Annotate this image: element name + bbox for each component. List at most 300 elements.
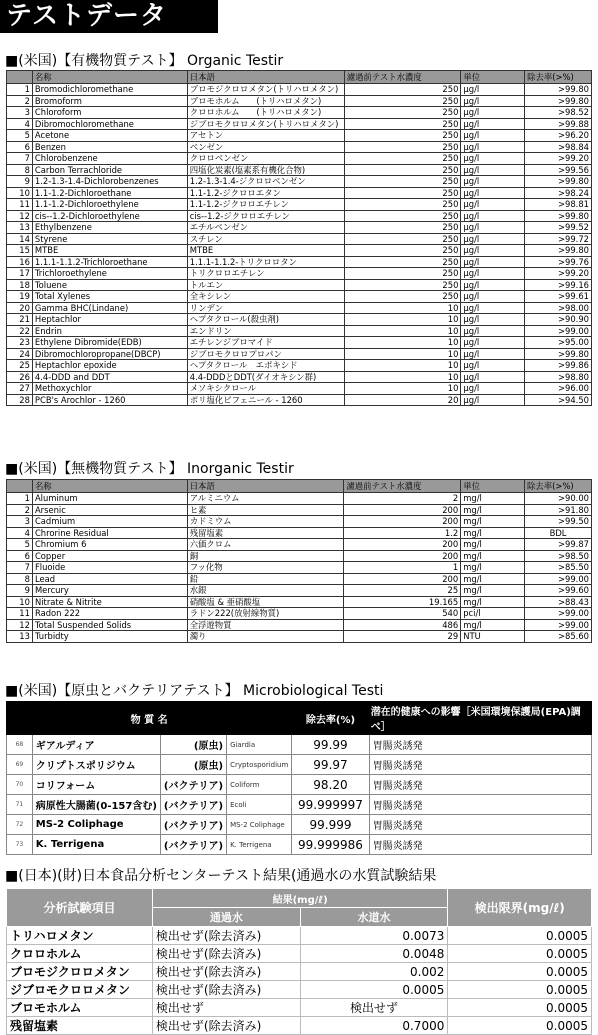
cell-name: Ethylbenzene (32, 222, 187, 234)
cell-removal-rate: >99.52 (525, 222, 592, 234)
cell-name: Carbon Terrachloride (32, 164, 187, 176)
cell-japanese: トルエン (187, 279, 344, 291)
table-row (7, 268, 592, 280)
cell-index: 17 (7, 268, 33, 280)
cell-concentration: 1 (344, 562, 461, 574)
cell-japanese: 鉛 (187, 573, 344, 585)
cell-index: 68 (7, 735, 33, 755)
table-row (7, 314, 592, 326)
cell-category: (バクテリア) (160, 775, 226, 795)
cell-concentration: 486 (344, 619, 461, 631)
cell-index: 14 (7, 233, 33, 245)
cell-removal-rate: >96.20 (525, 130, 592, 142)
cell-category: (バクテリア) (160, 795, 226, 815)
cell-scientific-name: MS-2 Coliphage (227, 815, 292, 835)
inorganic-header-row (7, 480, 592, 493)
table-row (7, 815, 592, 835)
cell-name: Ethylene Dibromide(EDB) (32, 337, 187, 349)
cell-japanese: クロロホルム (トリハロメタン) (187, 107, 344, 119)
cell-removal-rate: >91.80 (525, 504, 592, 516)
cell-category: (原虫) (160, 755, 226, 775)
cell-name: Chrorine Residual (32, 527, 187, 539)
table-row (7, 945, 592, 963)
cell-concentration: 20 (344, 394, 461, 406)
cell-name: Acetone (32, 130, 187, 142)
cell-concentration: 19.165 (344, 596, 461, 608)
cell-japanese: 1.1-1.2-ジクロロエチレン (187, 199, 344, 211)
cell-tap: 0.7000 (300, 1017, 448, 1035)
cell-unit: μg/l (461, 268, 525, 280)
cell-concentration: 1.2 (344, 527, 461, 539)
col-japanese: 日本語 (187, 71, 344, 84)
organic-table (6, 70, 592, 406)
cell-unit: μg/l (461, 337, 525, 349)
cell-japanese: エチルベンゼン (187, 222, 344, 234)
cell-item: ブロモホルム (7, 999, 153, 1017)
table-row (7, 325, 592, 337)
cell-removal-rate: 99.999986 (292, 835, 369, 855)
table-row (7, 596, 592, 608)
cell-index: 2 (7, 504, 33, 516)
cell-japanese: 1.1.1-1.1.2-トリクロロタン (187, 256, 344, 268)
cell-name: Chloroform (32, 107, 187, 119)
cell-index: 70 (7, 775, 33, 795)
cell-index: 3 (7, 516, 33, 528)
cell-index: 73 (7, 835, 33, 855)
cell-name: Heptachlor (32, 314, 187, 326)
table-row (7, 371, 592, 383)
cell-concentration: 10 (344, 371, 461, 383)
cell-name: Total Suspended Solids (32, 619, 187, 631)
cell-index: 72 (7, 815, 33, 835)
inorganic-section-title: ■(米国)【無機物質テスト】 Inorganic Testir (5, 461, 294, 477)
cell-unit: μg/l (461, 256, 525, 268)
cell-unit: μg/l (461, 130, 525, 142)
table-row (7, 550, 592, 562)
cell-unit: mg/l (461, 562, 525, 574)
cell-concentration: 250 (344, 153, 461, 165)
cell-japanese: カドミウム (187, 516, 344, 528)
cell-concentration: 25 (344, 585, 461, 597)
cell-concentration: 250 (344, 256, 461, 268)
cell-removal-rate: >99.80 (525, 210, 592, 222)
table-row (7, 130, 592, 142)
cell-name: Fluoide (32, 562, 187, 574)
cell-removal-rate: BDL (525, 527, 592, 539)
cell-name: Copper (32, 550, 187, 562)
col-removal-rate: 除去率(>%) (525, 71, 592, 84)
cell-name: Chlorobenzene (32, 153, 187, 165)
cell-index: 5 (7, 130, 33, 142)
cell-unit: μg/l (461, 187, 525, 199)
cell-item: クロロホルム (7, 945, 153, 963)
cell-removal-rate: >99.80 (525, 95, 592, 107)
cell-limit: 0.0005 (448, 927, 592, 945)
cell-unit: μg/l (461, 107, 525, 119)
cell-removal-rate: >90.00 (525, 493, 592, 505)
cell-name: クリプトスポリジウム (32, 755, 160, 775)
table-row (7, 631, 592, 643)
cell-name: Mercury (32, 585, 187, 597)
cell-name: Styrene (32, 233, 187, 245)
cell-name: PCB's Arochlor - 1260 (32, 394, 187, 406)
cell-japanese: ヒ素 (187, 504, 344, 516)
col-index (7, 71, 33, 84)
table-row (7, 981, 592, 999)
cell-japanese: ポリ塩化ビフェニール - 1260 (187, 394, 344, 406)
cell-removal-rate: >99.00 (525, 608, 592, 620)
cell-name: 1.1-1.2-Dichloroethylene (32, 199, 187, 211)
cell-name: Turbidty (32, 631, 187, 643)
cell-scientific-name: K. Terrigena (227, 835, 292, 855)
cell-unit: mg/l (461, 550, 525, 562)
cell-japanese: 全浮遊物質 (187, 619, 344, 631)
cell-index: 16 (7, 256, 33, 268)
cell-name: Cadmium (32, 516, 187, 528)
cell-concentration: 250 (344, 268, 461, 280)
cell-concentration: 10 (344, 337, 461, 349)
cell-japanese: 全キシレン (187, 291, 344, 303)
cell-japanese: アセトン (187, 130, 344, 142)
cell-japanese: クロロベンゼン (187, 153, 344, 165)
cell-unit: μg/l (461, 279, 525, 291)
cell-unit: μg/l (461, 348, 525, 360)
cell-concentration: 250 (344, 164, 461, 176)
table-row (7, 337, 592, 349)
cell-name: Benzen (32, 141, 187, 153)
inorganic-table (6, 479, 592, 643)
cell-japanese: 4.4-DDDとDDT(ダイオキシン群) (187, 371, 344, 383)
table-row (7, 141, 592, 153)
cell-index: 20 (7, 302, 33, 314)
japan-col-result: 結果(mg/ℓ) (152, 889, 447, 908)
cell-concentration: 29 (344, 631, 461, 643)
cell-japanese: リンデン (187, 302, 344, 314)
cell-unit: μg/l (461, 199, 525, 211)
table-row (7, 516, 592, 528)
cell-filtered: 検出せず(除去済み) (152, 945, 300, 963)
cell-health-effect: 胃腸炎誘発 (369, 755, 591, 775)
cell-unit: μg/l (461, 118, 525, 130)
cell-removal-rate: >94.50 (525, 394, 592, 406)
cell-index: 8 (7, 164, 33, 176)
cell-name: Dibromochloropropane(DBCP) (32, 348, 187, 360)
table-row (7, 256, 592, 268)
cell-japanese: 四塩化炭素(塩素系有機化合物) (187, 164, 344, 176)
cell-unit: μg/l (461, 314, 525, 326)
cell-name: 4.4-DDD and DDT (32, 371, 187, 383)
table-row (7, 619, 592, 631)
cell-unit: μg/l (461, 210, 525, 222)
japan-col-tap: 水道水 (300, 908, 448, 927)
page-banner: テストデータ (0, 0, 218, 33)
cell-japanese: スチレン (187, 233, 344, 245)
cell-removal-rate: >98.81 (525, 199, 592, 211)
cell-unit: μg/l (461, 371, 525, 383)
cell-name: 1.1-1.2-Dichloroethane (32, 187, 187, 199)
cell-concentration: 250 (344, 210, 461, 222)
cell-concentration: 250 (344, 84, 461, 96)
cell-japanese: ヘプタクロール(殺虫剤) (187, 314, 344, 326)
cell-unit: μg/l (461, 302, 525, 314)
micro-table (6, 701, 592, 855)
cell-scientific-name: Cryptosporidium (227, 755, 292, 775)
cell-index: 7 (7, 562, 33, 574)
table-row (7, 573, 592, 585)
cell-index: 12 (7, 619, 33, 631)
cell-concentration: 250 (344, 141, 461, 153)
cell-filtered: 検出せず(除去済み) (152, 927, 300, 945)
table-row (7, 585, 592, 597)
cell-japanese: エチレンジブロマイド (187, 337, 344, 349)
cell-index: 19 (7, 291, 33, 303)
cell-unit: mg/l (461, 504, 525, 516)
japan-section-title: ■(日本)(財)日本食品分析センターテスト結果(通過水の水質試験結果 (5, 868, 437, 884)
cell-limit: 0.0005 (448, 999, 592, 1017)
cell-index: 2 (7, 95, 33, 107)
cell-filtered: 検出せず(除去済み) (152, 1017, 300, 1035)
cell-limit: 0.0005 (448, 963, 592, 981)
col-unit: 単位 (461, 71, 525, 84)
cell-removal-rate: >99.00 (525, 573, 592, 585)
cell-health-effect: 胃腸炎誘発 (369, 835, 591, 855)
cell-concentration: 10 (344, 314, 461, 326)
cell-removal-rate: >95.00 (525, 337, 592, 349)
table-row (7, 835, 592, 855)
cell-unit: μg/l (461, 383, 525, 395)
cell-tap: 検出せず (300, 999, 448, 1017)
cell-index: 12 (7, 210, 33, 222)
cell-concentration: 250 (344, 176, 461, 188)
micro-col-substance: 物 質 名 (7, 702, 292, 735)
cell-removal-rate: 99.99 (292, 735, 369, 755)
cell-name: Heptachlor epoxide (32, 360, 187, 372)
cell-index: 28 (7, 394, 33, 406)
cell-name: Arsenic (32, 504, 187, 516)
cell-name: 病原性大腸菌(0-157含む) (32, 795, 160, 815)
japan-table (6, 888, 592, 1035)
cell-unit: mg/l (461, 619, 525, 631)
cell-index: 6 (7, 550, 33, 562)
cell-concentration: 250 (344, 245, 461, 257)
cell-removal-rate: >99.60 (525, 585, 592, 597)
cell-category: (バクテリア) (160, 815, 226, 835)
cell-unit: μg/l (461, 153, 525, 165)
cell-japanese: アルミニウム (187, 493, 344, 505)
cell-index: 11 (7, 608, 33, 620)
cell-index: 69 (7, 755, 33, 775)
cell-removal-rate: >99.61 (525, 291, 592, 303)
cell-removal-rate: >99.20 (525, 268, 592, 280)
cell-concentration: 200 (344, 573, 461, 585)
table-row (7, 199, 592, 211)
cell-removal-rate: >98.52 (525, 107, 592, 119)
cell-unit: μg/l (461, 95, 525, 107)
table-row (7, 222, 592, 234)
table-row (7, 1017, 592, 1035)
cell-unit: μg/l (461, 325, 525, 337)
cell-index: 11 (7, 199, 33, 211)
cell-name: コリフォーム (32, 775, 160, 795)
cell-tap: 0.0048 (300, 945, 448, 963)
cell-unit: mg/l (461, 596, 525, 608)
col-japanese: 日本語 (187, 480, 344, 493)
cell-concentration: 10 (344, 360, 461, 372)
table-row (7, 84, 592, 96)
cell-unit: μg/l (461, 245, 525, 257)
cell-name: Dibromochloromethane (32, 118, 187, 130)
table-row (7, 735, 592, 755)
table-row (7, 608, 592, 620)
cell-japanese: 1.1-1.2-ジクロロエタン (187, 187, 344, 199)
cell-limit: 0.0005 (448, 981, 592, 999)
cell-name: MS-2 Coliphage (32, 815, 160, 835)
cell-removal-rate: >99.86 (525, 360, 592, 372)
cell-removal-rate: >88.43 (525, 596, 592, 608)
cell-removal-rate: >99.16 (525, 279, 592, 291)
cell-scientific-name: Ecoli (227, 795, 292, 815)
cell-health-effect: 胃腸炎誘発 (369, 815, 591, 835)
cell-index: 7 (7, 153, 33, 165)
cell-concentration: 200 (344, 504, 461, 516)
cell-category: (原虫) (160, 735, 226, 755)
cell-removal-rate: >96.00 (525, 383, 592, 395)
cell-index: 1 (7, 493, 33, 505)
cell-unit: NTU (461, 631, 525, 643)
cell-concentration: 250 (344, 199, 461, 211)
cell-concentration: 2 (344, 493, 461, 505)
cell-removal-rate: >99.76 (525, 256, 592, 268)
table-row (7, 245, 592, 257)
cell-item: ジブロモクロロメタン (7, 981, 153, 999)
col-index (7, 480, 33, 493)
cell-item: ブロモジクロロメタン (7, 963, 153, 981)
cell-removal-rate: >98.84 (525, 141, 592, 153)
cell-unit: mg/l (461, 527, 525, 539)
cell-index: 4 (7, 118, 33, 130)
cell-japanese: 銅 (187, 550, 344, 562)
cell-concentration: 10 (344, 302, 461, 314)
cell-index: 21 (7, 314, 33, 326)
cell-removal-rate: >98.80 (525, 371, 592, 383)
cell-index: 5 (7, 539, 33, 551)
table-row (7, 348, 592, 360)
cell-removal-rate: >99.56 (525, 164, 592, 176)
cell-japanese: 残留塩素 (187, 527, 344, 539)
table-row (7, 360, 592, 372)
cell-japanese: 濁り (187, 631, 344, 643)
cell-unit: μg/l (461, 360, 525, 372)
cell-name: Toluene (32, 279, 187, 291)
cell-unit: mg/l (461, 516, 525, 528)
cell-name: Methoxychlor (32, 383, 187, 395)
cell-scientific-name: Giardia (227, 735, 292, 755)
cell-removal-rate: >99.00 (525, 619, 592, 631)
cell-japanese: ブロモジクロロメタン(トリハロメタン) (187, 84, 344, 96)
cell-name: ギアルディア (32, 735, 160, 755)
cell-concentration: 250 (344, 222, 461, 234)
cell-unit: μg/l (461, 164, 525, 176)
table-row (7, 504, 592, 516)
table-row (7, 291, 592, 303)
cell-unit: μg/l (461, 291, 525, 303)
japan-col-item: 分析試験項目 (7, 889, 153, 927)
cell-unit: μg/l (461, 84, 525, 96)
cell-unit: mg/l (461, 573, 525, 585)
cell-japanese: フッ化物 (187, 562, 344, 574)
cell-unit: μg/l (461, 394, 525, 406)
cell-index: 23 (7, 337, 33, 349)
cell-concentration: 200 (344, 539, 461, 551)
cell-filtered: 検出せず (152, 999, 300, 1017)
cell-concentration: 250 (344, 233, 461, 245)
cell-index: 24 (7, 348, 33, 360)
table-row (7, 107, 592, 119)
cell-index: 4 (7, 527, 33, 539)
cell-removal-rate: >99.00 (525, 325, 592, 337)
table-row (7, 176, 592, 188)
table-row (7, 775, 592, 795)
table-row (7, 527, 592, 539)
cell-index: 18 (7, 279, 33, 291)
cell-removal-rate: >99.87 (525, 539, 592, 551)
cell-japanese: ブロモホルム (トリハロメタン) (187, 95, 344, 107)
cell-name: Gamma BHC(Lindane) (32, 302, 187, 314)
table-row (7, 187, 592, 199)
cell-unit: mg/l (461, 539, 525, 551)
table-row (7, 118, 592, 130)
cell-unit: μg/l (461, 176, 525, 188)
cell-removal-rate: 98.20 (292, 775, 369, 795)
cell-index: 13 (7, 631, 33, 643)
cell-removal-rate: >99.80 (525, 245, 592, 257)
cell-name: K. Terrigena (32, 835, 160, 855)
cell-removal-rate: 99.999997 (292, 795, 369, 815)
cell-removal-rate: >98.24 (525, 187, 592, 199)
table-row (7, 539, 592, 551)
table-row (7, 210, 592, 222)
micro-col-health: 潜在的健康への影響［米国環境保護局(EPA)調べ］ (369, 702, 591, 735)
cell-name: Endrin (32, 325, 187, 337)
table-row (7, 963, 592, 981)
cell-name: Aluminum (32, 493, 187, 505)
cell-name: Chromium 6 (32, 539, 187, 551)
cell-index: 8 (7, 573, 33, 585)
cell-limit: 0.0005 (448, 1017, 592, 1035)
cell-concentration: 10 (344, 325, 461, 337)
cell-japanese: メソキシクロール (187, 383, 344, 395)
cell-removal-rate: >99.20 (525, 153, 592, 165)
cell-concentration: 10 (344, 348, 461, 360)
table-row (7, 394, 592, 406)
cell-removal-rate: >98.00 (525, 302, 592, 314)
cell-japanese: ヘプタクロール エポキシド (187, 360, 344, 372)
cell-scientific-name: Coliform (227, 775, 292, 795)
cell-index: 26 (7, 371, 33, 383)
cell-name: Nitrate & Nitrite (32, 596, 187, 608)
cell-removal-rate: 99.97 (292, 755, 369, 775)
cell-japanese: 硝酸塩 & 亜硝酸塩 (187, 596, 344, 608)
cell-concentration: 250 (344, 130, 461, 142)
col-concentration: 濾過前テスト水濃度 (344, 71, 461, 84)
table-row (7, 164, 592, 176)
japan-col-filtered: 通過水 (152, 908, 300, 927)
cell-unit: μg/l (461, 233, 525, 245)
cell-index: 15 (7, 245, 33, 257)
col-concentration: 濾過前テスト水濃度 (344, 480, 461, 493)
cell-japanese: 六価クロム (187, 539, 344, 551)
cell-index: 9 (7, 176, 33, 188)
